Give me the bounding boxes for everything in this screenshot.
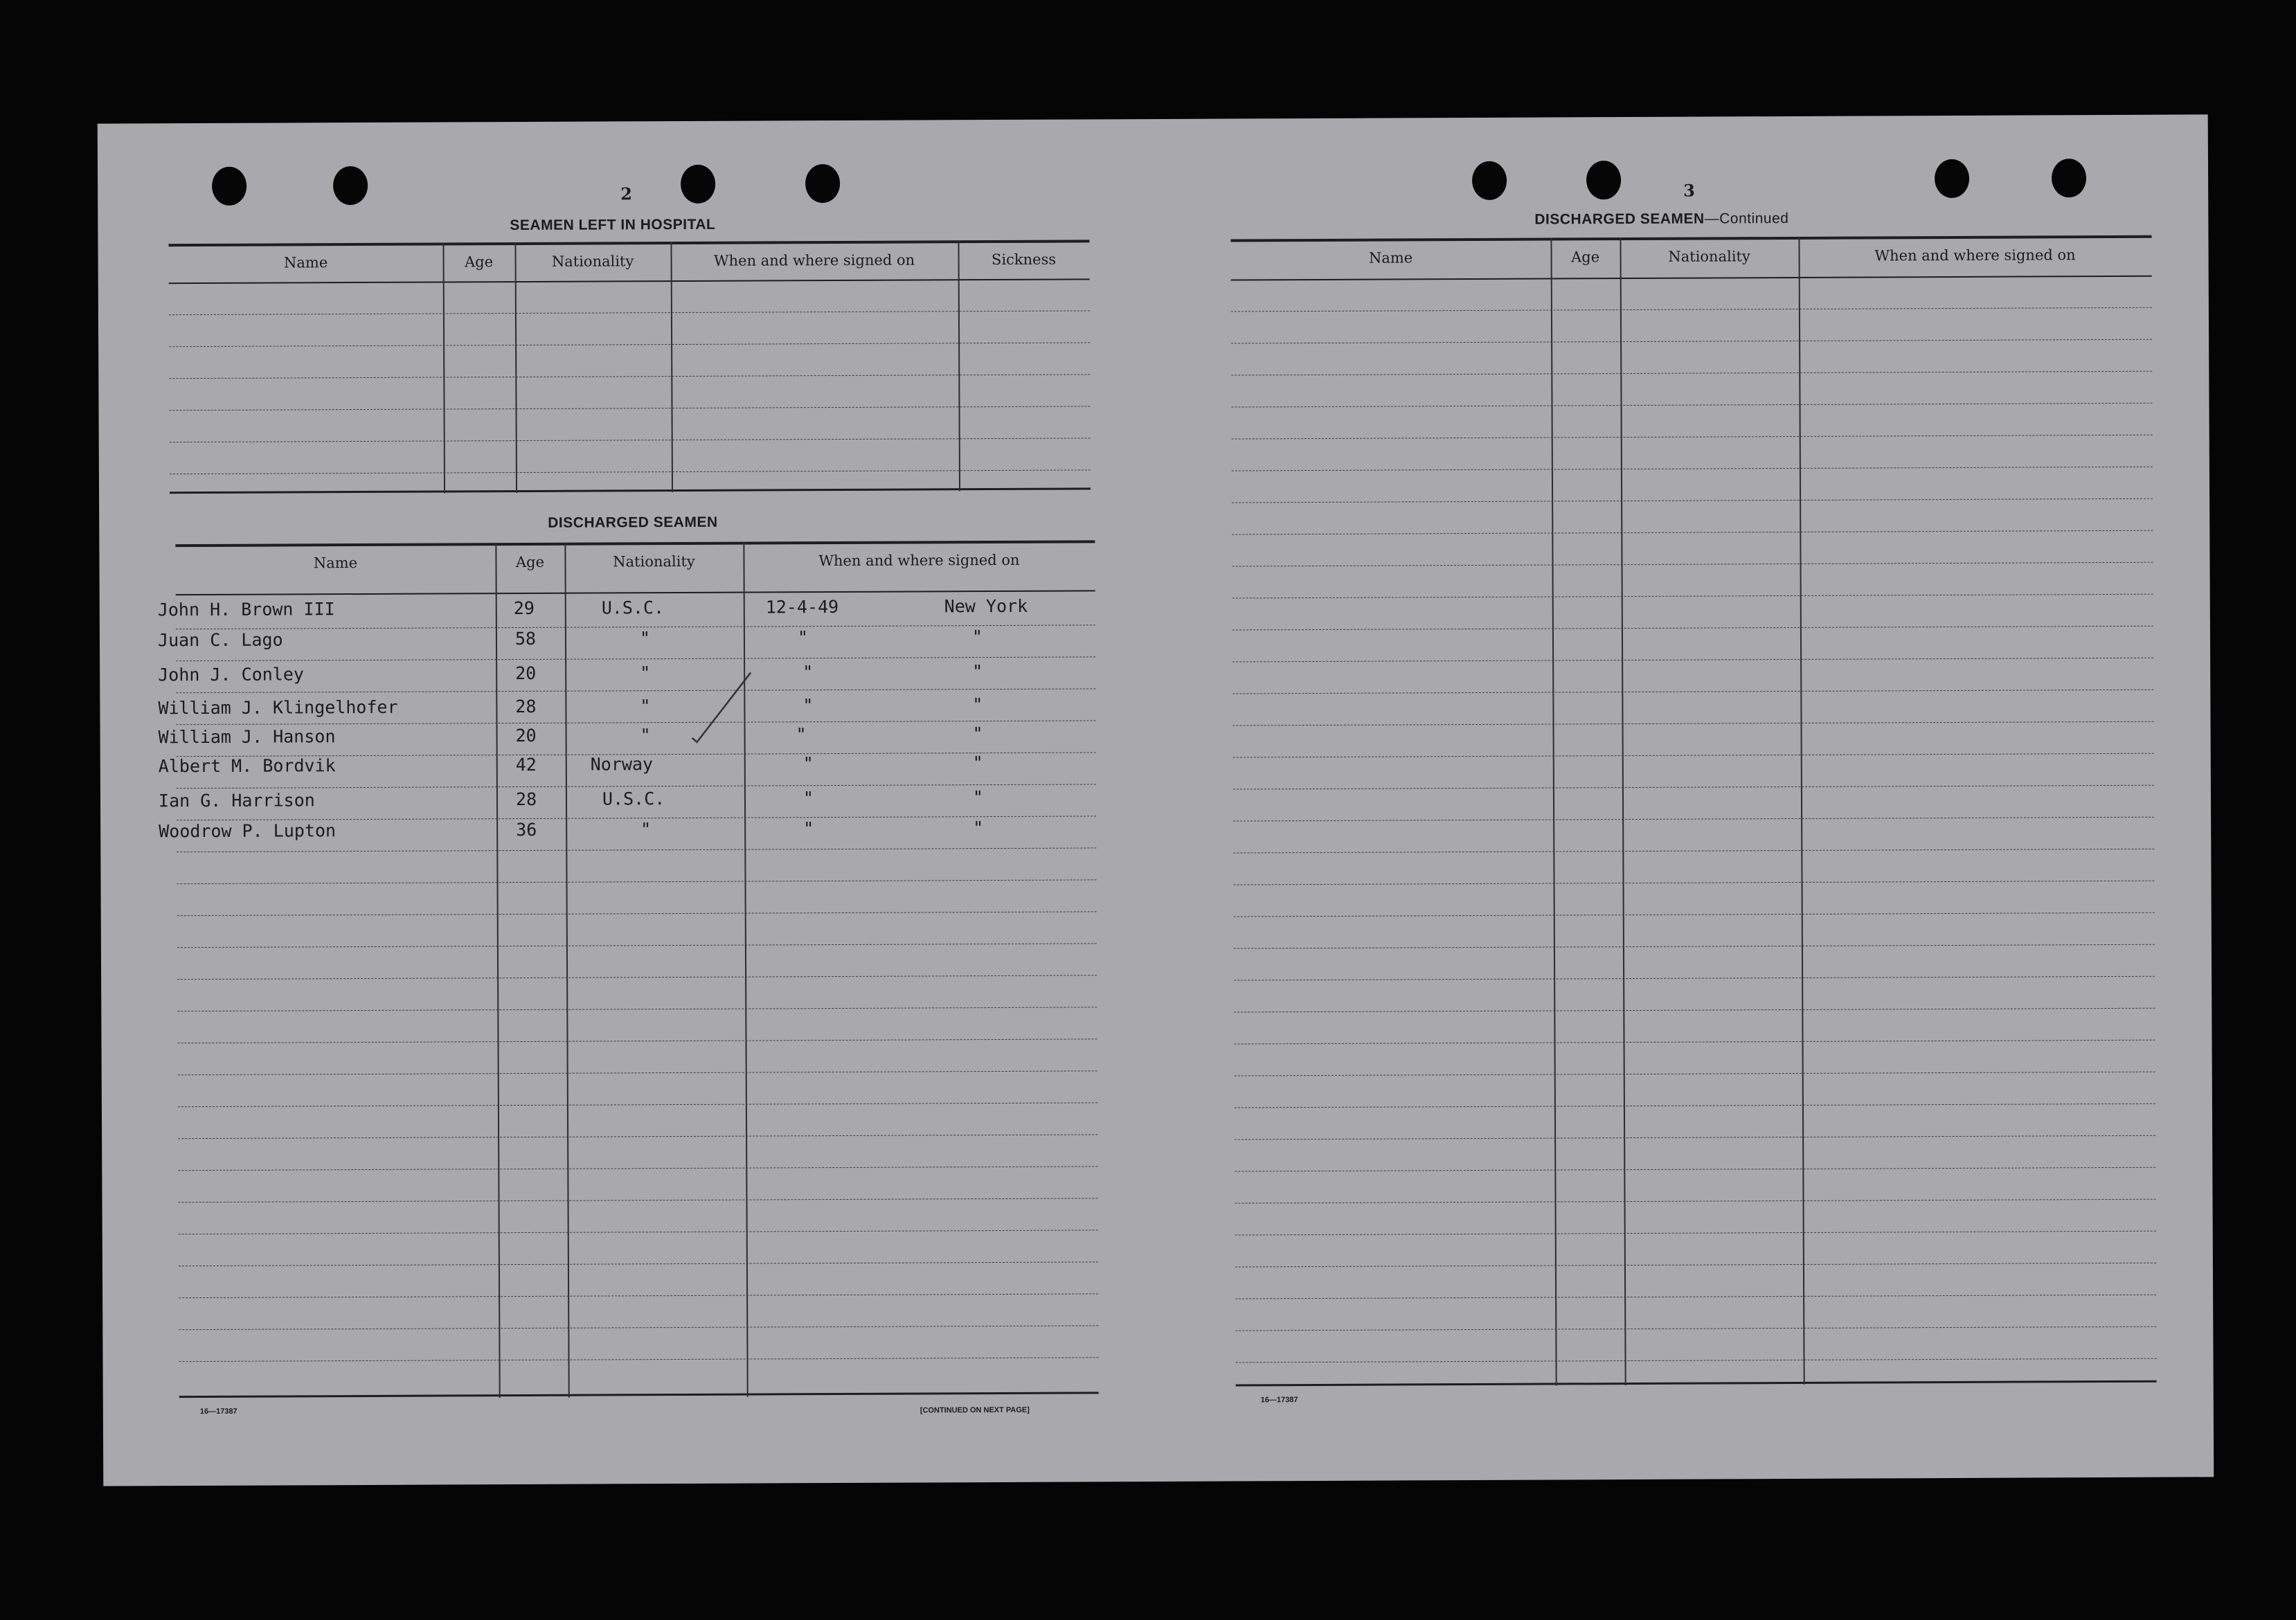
punch-hole [212, 167, 246, 206]
ruled-line [1235, 1263, 2156, 1268]
form-number-right: 16—17387 [1260, 1396, 1298, 1405]
discharged-col-nationality: Nationality [613, 552, 695, 570]
ruled-line [179, 1261, 1098, 1266]
ruled-line [1232, 594, 2153, 599]
ruled-line [1233, 817, 2154, 822]
table-row [157, 595, 1095, 630]
table-row [158, 786, 1096, 821]
seaman-name: Woodrow P. Lupton [159, 820, 337, 842]
seaman-name: Juan C. Lago [157, 629, 283, 651]
seaman-age: 42 [515, 754, 537, 775]
seaman-name: William J. Klingelhofer [158, 696, 398, 719]
ruled-line [1236, 1358, 2157, 1363]
ruled-line [1235, 1072, 2155, 1077]
seaman-nationality: " [640, 819, 652, 840]
document-sheet [98, 114, 2214, 1486]
ruled-line [179, 1325, 1098, 1330]
hospital-table [168, 240, 1091, 494]
form-number-left: 16—17387 [199, 1407, 237, 1416]
seaman-nationality: " [640, 663, 651, 683]
ruled-line [1235, 1231, 2156, 1236]
signed-on-date: " [797, 627, 809, 648]
table-row [158, 660, 1095, 695]
seaman-nationality: Norway [590, 754, 654, 775]
punch-hole [333, 166, 368, 205]
ruled-line [179, 1357, 1099, 1362]
continued-col-age: Age [1570, 249, 1600, 266]
signed-on-date: " [802, 788, 814, 809]
signed-on-place: " [973, 818, 984, 838]
seaman-name: John J. Conley [158, 664, 304, 685]
ruled-line [179, 1230, 1098, 1234]
seaman-age: 20 [515, 725, 537, 746]
seaman-nationality: U.S.C. [601, 597, 665, 618]
ruled-line [1235, 1040, 2155, 1045]
punch-hole [805, 164, 840, 203]
signed-on-date: " [803, 818, 814, 839]
ruled-line [177, 1007, 1097, 1011]
ruled-line [1233, 785, 2154, 790]
ruled-line [177, 975, 1097, 980]
ruled-line [1234, 1008, 2155, 1013]
page-number-left: 2 [620, 183, 632, 204]
hospital-heading: SEAMEN LEFT IN HOSPITAL [510, 216, 716, 234]
punch-hole [681, 165, 715, 204]
check-mark-icon [688, 670, 757, 746]
ruled-line [1231, 339, 2152, 344]
table-row [159, 817, 1096, 852]
ruled-line [1232, 435, 2153, 440]
ruled-line [179, 1198, 1098, 1203]
ruled-line [1233, 721, 2154, 726]
signed-on-place: " [971, 627, 983, 647]
continued-note: [CONTINUED ON NEXT PAGE] [920, 1405, 1030, 1415]
continued-col-name: Name [1368, 249, 1413, 267]
ruled-line [1232, 498, 2153, 503]
ruled-line [1232, 467, 2153, 471]
ruled-line [178, 1166, 1097, 1171]
seaman-age: 29 [513, 597, 535, 619]
signed-on-place: " [972, 753, 983, 773]
seaman-age: 28 [515, 696, 537, 717]
discharged-table [157, 540, 1098, 1399]
signed-on-place: " [972, 694, 983, 715]
ruled-line [1232, 626, 2153, 631]
ruled-line [179, 1293, 1098, 1298]
signed-on-place: New York [944, 595, 1028, 617]
seaman-nationality: " [640, 725, 651, 746]
heading-text: DISCHARGED SEAMEN [1534, 210, 1705, 228]
ruled-line [1233, 849, 2154, 854]
seaman-name: Albert M. Bordvik [158, 755, 336, 777]
seaman-age: 20 [515, 663, 537, 684]
ruled-line [177, 943, 1097, 948]
ruled-line [1232, 562, 2153, 567]
discharged-heading: DISCHARGED SEAMEN [548, 514, 718, 531]
ruled-line [1235, 1104, 2155, 1108]
ruled-line [1231, 371, 2152, 376]
page-number-right: 3 [1683, 180, 1695, 201]
ruled-line [1234, 976, 2155, 981]
punch-hole [1472, 161, 1507, 200]
table-row [157, 626, 1095, 660]
seaman-age: 28 [515, 789, 537, 810]
ruled-line [1232, 530, 2153, 535]
ruled-line [178, 1134, 1097, 1139]
hospital-col-age: Age [465, 253, 494, 271]
seaman-name: Ian G. Harrison [158, 790, 315, 811]
ruled-line [1235, 1135, 2155, 1140]
ruled-line [1234, 881, 2155, 885]
continued-col-signed-on: When and where signed on [1874, 246, 2076, 264]
ruled-line [178, 1038, 1097, 1043]
signed-on-date: " [796, 724, 807, 745]
seaman-age: 36 [516, 819, 537, 840]
hospital-col-name: Name [283, 254, 328, 271]
ruled-line [1233, 753, 2154, 758]
discharged-continued-table [1230, 235, 2156, 1387]
ruled-line [1234, 944, 2155, 949]
discharged-col-name: Name [313, 555, 358, 572]
hospital-col-nationality: Nationality [551, 253, 634, 270]
hospital-col-signed-on: When and where signed on [713, 251, 915, 269]
heading-suffix: —Continued [1704, 210, 1789, 227]
seaman-nationality: U.S.C. [602, 789, 665, 809]
ruled-line [1232, 690, 2153, 694]
signed-on-place: " [972, 787, 984, 808]
punch-hole [1586, 161, 1621, 199]
signed-on-date: 12-4-49 [765, 596, 839, 618]
punch-hole [2052, 159, 2086, 197]
seaman-name: John H. Brown III [157, 599, 335, 620]
signed-on-date: " [802, 662, 814, 683]
table-row [158, 752, 1096, 786]
seaman-name: William J. Hanson [158, 726, 336, 748]
signed-on-place: " [972, 661, 983, 682]
ruled-line [1235, 1326, 2156, 1331]
ruled-line [178, 1102, 1097, 1107]
signed-on-place: " [972, 723, 983, 744]
ruled-line [1232, 403, 2153, 408]
discharged-col-signed-on: When and where signed on [818, 551, 1020, 570]
ruled-line [1234, 912, 2155, 917]
punch-hole [1935, 159, 1969, 198]
hospital-col-sickness: Sickness [991, 251, 1057, 269]
discharged-col-age: Age [515, 553, 545, 571]
ruled-line [177, 879, 1097, 884]
seaman-age: 58 [514, 628, 537, 649]
continued-col-nationality: Nationality [1668, 248, 1750, 265]
ruled-line [1235, 1199, 2156, 1204]
ruled-line [1235, 1295, 2156, 1299]
ruled-line [1235, 1167, 2155, 1172]
ruled-line [178, 1070, 1097, 1075]
ruled-line [1231, 307, 2152, 312]
ruled-line [177, 911, 1097, 916]
signed-on-date: " [802, 695, 814, 716]
seaman-nationality: " [639, 628, 651, 649]
discharged-continued-heading [1534, 210, 1788, 228]
ruled-line [1232, 658, 2153, 663]
seaman-nationality: " [640, 696, 651, 717]
signed-on-date: " [802, 753, 814, 774]
